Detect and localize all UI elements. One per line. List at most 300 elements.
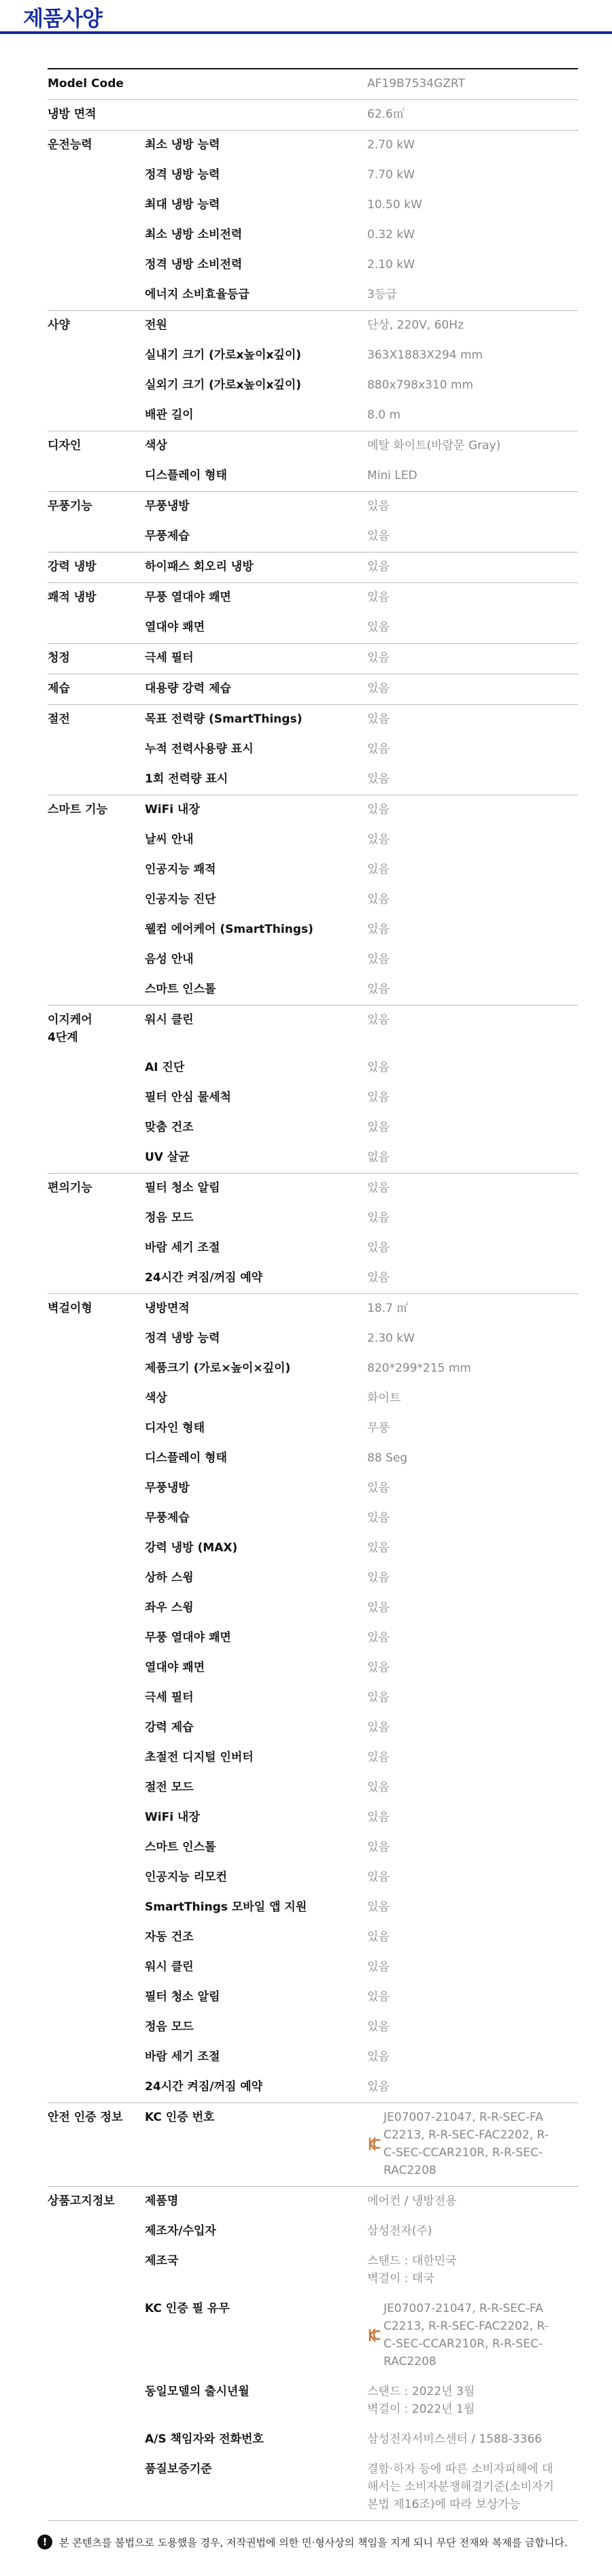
spec-category — [48, 1743, 145, 1773]
spec-category — [48, 1863, 145, 1893]
spec-value: 2.10 kW — [367, 258, 415, 271]
spec-label: 1회 전력량 표시 — [145, 772, 228, 786]
spec-row — [48, 2043, 578, 2073]
spec-value: 있음 — [367, 1541, 390, 1555]
spec-category — [48, 1414, 145, 1444]
spec-value: 있음 — [367, 1571, 390, 1585]
spec-label: 극세 필터 — [145, 644, 367, 674]
spec-label: WiFi 내장 — [145, 795, 367, 826]
spec-row — [48, 161, 578, 191]
spec-category — [48, 1474, 145, 1504]
spec-row — [48, 1174, 578, 1204]
spec-value: 있음 — [367, 1481, 390, 1495]
spec-label: 초절전 디지털 인버터 — [145, 1751, 254, 1764]
spec-category — [48, 220, 145, 250]
spec-row — [48, 674, 578, 705]
spec-label: 스마트 인스톨 — [145, 1840, 216, 1854]
spec-category: 사양 — [48, 311, 145, 342]
spec-category — [48, 2217, 145, 2247]
spec-category — [48, 2247, 145, 2294]
spec-label: 냉방면적 — [145, 1294, 367, 1325]
spec-label: SmartThings 모바일 앱 지원 — [145, 1900, 307, 1914]
spec-label: 웰컴 에어케어 (SmartThings) — [145, 923, 313, 936]
spec-category — [48, 161, 145, 191]
spec-category — [48, 191, 145, 220]
spec-value: 있음 — [367, 1271, 390, 1285]
spec-row — [48, 1143, 578, 1174]
spec-category — [48, 735, 145, 765]
spec-row — [48, 522, 578, 552]
spec-label: 좌우 스윙 — [145, 1601, 194, 1615]
spec-label: 디자인 형태 — [145, 1421, 205, 1435]
spec-value: 있음 — [367, 644, 578, 674]
spec-value: 화이트 — [367, 1391, 401, 1405]
spec-category — [48, 915, 145, 945]
spec-label: 제조자/수입자 — [145, 2224, 216, 2238]
spec-label: 워시 클린 — [145, 1006, 367, 1054]
spec-category — [48, 855, 145, 885]
spec-row — [48, 1113, 578, 1143]
spec-value: 있음 — [367, 552, 578, 583]
spec-category — [48, 461, 145, 492]
spec-category — [48, 1683, 145, 1713]
spec-label: 정격 냉방 능력 — [145, 1332, 220, 1345]
spec-row — [48, 1893, 578, 1923]
spec-row — [48, 1863, 578, 1893]
spec-label: 배관 길이 — [145, 408, 194, 422]
spec-category — [48, 1354, 145, 1384]
spec-value: 있음 — [367, 923, 390, 936]
spec-value: 있음 — [367, 1061, 390, 1074]
spec-category — [48, 2377, 145, 2425]
spec-row — [48, 1683, 578, 1713]
spec-row — [48, 1953, 578, 1983]
spec-value: 있음 — [367, 863, 390, 876]
spec-category — [48, 975, 145, 1006]
spec-value: 62.6㎡ — [367, 100, 578, 131]
spec-category — [48, 1564, 145, 1594]
spec-category — [48, 1083, 145, 1113]
spec-row — [48, 795, 578, 826]
spec-category — [48, 1234, 145, 1264]
spec-value: 있음 — [367, 1241, 390, 1255]
spec-category: 절전 — [48, 705, 145, 736]
kc-mark-icon — [367, 2136, 381, 2152]
spec-row — [48, 2013, 578, 2043]
spec-value: 있음 — [367, 1091, 390, 1104]
spec-value: 820*299*215 mm — [367, 1361, 471, 1375]
spec-category — [48, 1053, 145, 1083]
spec-category: 쾌적 냉방 — [48, 583, 145, 614]
spec-label: 정격 냉방 소비전력 — [145, 258, 243, 271]
spec-row — [48, 1594, 578, 1623]
spec-row — [48, 371, 578, 401]
spec-label — [145, 100, 367, 131]
spec-category — [48, 945, 145, 975]
spec-row — [48, 1053, 578, 1083]
spec-label: 맞춤 건조 — [145, 1121, 194, 1134]
spec-category: 벽걸이형 — [48, 1294, 145, 1325]
spec-value: 88 Seg — [367, 1451, 408, 1465]
spec-value: 있음 — [367, 833, 390, 846]
spec-value: 있음 — [367, 982, 390, 996]
spec-label: 최소 냉방 능력 — [145, 131, 367, 161]
spec-category: 강력 냉방 — [48, 552, 145, 583]
notice-text: 본 콘텐츠를 불법으로 도용했을 경우, 저작권법에 의한 민·형사상의 책임을 지게 되니 무단 전재와 복제를 금합니다. — [59, 2536, 568, 2549]
spec-category: 제습 — [48, 674, 145, 705]
spec-label: 극세 필터 — [145, 1691, 194, 1704]
spec-value — [367, 2103, 578, 2187]
spec-row — [48, 1713, 578, 1743]
spec-value: 있음 — [367, 1211, 390, 1225]
spec-category — [48, 1444, 145, 1474]
spec-category — [48, 885, 145, 915]
spec-category — [48, 2294, 145, 2377]
spec-value: 단상, 220V, 60Hz — [367, 311, 578, 342]
spec-row — [48, 735, 578, 765]
spec-category — [48, 1264, 145, 1294]
spec-row — [48, 461, 578, 492]
spec-label: 실외기 크기 (가로x높이x깊이) — [145, 378, 301, 392]
spec-row — [48, 915, 578, 945]
spec-value: 있음 — [367, 893, 390, 906]
spec-category: 편의기능 — [48, 1174, 145, 1204]
spec-label: 무풍냉방 — [145, 492, 367, 523]
spec-label: 제품크기 (가로×높이×깊이) — [145, 1361, 291, 1375]
spec-value: 있음 — [367, 1840, 390, 1854]
spec-label: 제품명 — [145, 2187, 367, 2217]
spec-value: 없음 — [367, 1151, 390, 1164]
spec-label: 무풍 열대야 쾌면 — [145, 583, 367, 614]
spec-row — [48, 431, 578, 462]
spec-category — [48, 1833, 145, 1863]
spec-category — [48, 1504, 145, 1534]
spec-row — [48, 401, 578, 431]
spec-value: 있음 — [367, 705, 578, 736]
spec-row — [48, 131, 578, 161]
spec-category — [48, 2455, 145, 2521]
spec-row — [48, 1504, 578, 1534]
spec-category — [48, 1983, 145, 2013]
spec-row — [48, 1803, 578, 1833]
spec-row — [48, 1006, 578, 1054]
spec-value: 있음 — [367, 1121, 390, 1134]
spec-value: 있음 — [367, 1691, 390, 1704]
spec-value: 있음 — [367, 492, 578, 523]
spec-label: 워시 클린 — [145, 1960, 194, 1974]
spec-label: 바람 세기 조절 — [145, 1241, 220, 1255]
spec-label: A/S 책임자와 전화번호 — [145, 2432, 264, 2446]
spec-value: 0.32 kW — [367, 228, 415, 242]
spec-label: 강력 제습 — [145, 1721, 194, 1734]
spec-category — [48, 371, 145, 401]
spec-label: 무풍제습 — [145, 529, 190, 543]
spec-row — [48, 2217, 578, 2247]
spec-row — [48, 1294, 578, 1325]
spec-value: 363X1883X294 mm — [367, 348, 483, 362]
spec-value: 삼성전자서비스센터 / 1588-3366 — [367, 2432, 542, 2446]
spec-value: 있음 — [367, 1006, 578, 1054]
spec-row — [48, 2187, 578, 2217]
spec-category — [48, 1113, 145, 1143]
kc-value — [367, 2109, 578, 2179]
spec-row — [48, 2294, 578, 2377]
spec-value: 있음 — [367, 621, 390, 634]
spec-category — [48, 250, 145, 280]
spec-row — [48, 341, 578, 371]
spec-row — [48, 311, 578, 342]
spec-value: 있음 — [367, 2020, 390, 2034]
spec-label: 상하 스윙 — [145, 1571, 194, 1585]
spec-row — [48, 2247, 578, 2294]
spec-row — [48, 885, 578, 915]
spec-category — [48, 1953, 145, 1983]
spec-value: 있음 — [367, 1631, 390, 1645]
spec-label: 24시간 켜짐/꺼짐 예약 — [145, 2080, 263, 2094]
spec-row — [48, 1444, 578, 1474]
spec-label: 정음 모드 — [145, 2020, 194, 2034]
spec-category — [48, 765, 145, 795]
spec-label: 열대야 쾌면 — [145, 1661, 205, 1674]
kc-number-text: JE07007-21047, R-R-SEC-FA C2213, R-R-SEC-FAC2202, R- C-SEC-CCAR210R, R-R-SEC- RAC2208 — [384, 2302, 549, 2368]
spec-label — [145, 69, 367, 100]
spec-category: 청정 — [48, 644, 145, 674]
spec-category — [48, 1803, 145, 1833]
spec-category — [48, 613, 145, 644]
spec-category — [48, 2013, 145, 2043]
spec-value: 결함·하자 등에 따른 소비자피해에 대 해서는 소비자분쟁해결기준(소비자기 본법 제16조)에 따라 보상가능 — [367, 2462, 554, 2511]
spec-value: 8.0 m — [367, 408, 401, 422]
spec-value: 880x798x310 mm — [367, 378, 473, 392]
spec-category: 디자인 — [48, 431, 145, 462]
spec-row — [48, 2455, 578, 2521]
spec-label: 하이패스 회오리 냉방 — [145, 552, 367, 583]
spec-label: 대용량 강력 제습 — [145, 674, 367, 705]
spec-value: 있음 — [367, 772, 390, 786]
spec-row — [48, 2377, 578, 2425]
spec-row — [48, 1384, 578, 1414]
spec-value: 3등급 — [367, 288, 397, 301]
spec-category: 안전 인증 정보 — [48, 2103, 145, 2187]
spec-label: KC 인증 필 유무 — [145, 2302, 230, 2315]
spec-value — [367, 2294, 578, 2377]
spec-category: 무풍기능 — [48, 492, 145, 523]
spec-row — [48, 1264, 578, 1294]
spec-label: 인공지능 진단 — [145, 893, 216, 906]
spec-category — [48, 1893, 145, 1923]
spec-value: 삼성전자(주) — [367, 2224, 432, 2238]
copyright-notice — [37, 2534, 568, 2549]
spec-value: 있음 — [367, 1990, 390, 2004]
spec-value: 있음 — [367, 1811, 390, 1824]
spec-label: 음성 안내 — [145, 953, 194, 966]
spec-row — [48, 2073, 578, 2103]
exclamation-icon: ! — [37, 2534, 52, 2549]
spec-row — [48, 855, 578, 885]
spec-label: 무풍제습 — [145, 1511, 190, 1525]
spec-value: 있음 — [367, 529, 390, 543]
spec-category — [48, 1623, 145, 1653]
spec-value: 있음 — [367, 1511, 390, 1525]
spec-value: 있음 — [367, 2050, 390, 2064]
spec-value: AF19B7534GZRT — [367, 77, 465, 90]
spec-label: 에너지 소비효율등급 — [145, 288, 250, 301]
spec-value: 에어컨 / 냉방전용 — [367, 2187, 578, 2217]
spec-category: Model Code — [48, 77, 124, 90]
spec-row — [48, 1083, 578, 1113]
spec-row — [48, 613, 578, 644]
spec-label: 24시간 켜짐/꺼짐 예약 — [145, 1271, 263, 1285]
spec-category — [48, 401, 145, 431]
spec-row — [48, 1983, 578, 2013]
spec-label: 열대야 쾌면 — [145, 621, 205, 634]
spec-value: 18.7 ㎡ — [367, 1294, 578, 1325]
spec-row — [48, 1623, 578, 1653]
spec-category — [48, 1384, 145, 1414]
spec-value: 있음 — [367, 795, 578, 826]
spec-category — [48, 2073, 145, 2103]
spec-value: 있음 — [367, 1930, 390, 1944]
spec-category — [48, 1143, 145, 1174]
spec-value: 있음 — [367, 1601, 390, 1615]
spec-row — [48, 1414, 578, 1444]
spec-row — [48, 945, 578, 975]
page-title: 제품사양 — [23, 7, 102, 31]
spec-category — [48, 2425, 145, 2455]
spec-label: 인공지능 쾌적 — [145, 863, 216, 876]
spec-label: UV 살균 — [145, 1151, 190, 1164]
spec-value: 있음 — [367, 953, 390, 966]
spec-row — [48, 1564, 578, 1594]
spec-row — [48, 705, 578, 736]
spec-row — [48, 2103, 578, 2187]
spec-row — [48, 644, 578, 674]
spec-value: 메탈 화이트(바람문 Gray) — [367, 431, 578, 462]
spec-row — [48, 1354, 578, 1384]
spec-category — [48, 341, 145, 371]
spec-label: 제조국 — [145, 2254, 179, 2268]
spec-label: 최대 냉방 능력 — [145, 198, 220, 212]
spec-row — [48, 1204, 578, 1234]
spec-value: Mini LED — [367, 469, 418, 482]
spec-label: 스마트 인스톨 — [145, 982, 216, 996]
spec-category — [48, 1773, 145, 1803]
spec-value: 있음 — [367, 583, 578, 614]
spec-row — [48, 492, 578, 523]
spec-label: WiFi 내장 — [145, 1811, 200, 1824]
kc-number-text: JE07007-21047, R-R-SEC-FA C2213, R-R-SEC-FAC2202, R- C-SEC-CCAR210R, R-R-SEC- RAC2208 — [384, 2111, 549, 2177]
kc-mark-icon — [367, 2327, 381, 2343]
spec-value: 있음 — [367, 1870, 390, 1884]
spec-row — [48, 1653, 578, 1683]
spec-label: 색상 — [145, 1391, 167, 1405]
spec-label: 자동 건조 — [145, 1930, 194, 1944]
spec-row — [48, 69, 578, 100]
spec-label: 디스플레이 형태 — [145, 469, 227, 482]
spec-value: 있음 — [367, 1721, 390, 1734]
spec-row — [48, 1923, 578, 1953]
spec-category — [48, 2043, 145, 2073]
spec-value: 있음 — [367, 1661, 390, 1674]
spec-category — [48, 1923, 145, 1953]
spec-row — [48, 583, 578, 614]
spec-category — [48, 1324, 145, 1354]
spec-row — [48, 220, 578, 250]
spec-category — [48, 1534, 145, 1564]
spec-category — [48, 1713, 145, 1743]
spec-value: 2.30 kW — [367, 1332, 415, 1345]
spec-category — [48, 825, 145, 855]
spec-value: 7.70 kW — [367, 168, 415, 182]
spec-category — [48, 1653, 145, 1683]
spec-category: 이지케어 4단계 — [48, 1006, 145, 1054]
spec-value: 있음 — [367, 1960, 390, 1974]
spec-label: 목표 전력량 (SmartThings) — [145, 705, 367, 736]
spec-row — [48, 1534, 578, 1564]
spec-label: 정격 냉방 능력 — [145, 168, 220, 182]
spec-row — [48, 825, 578, 855]
spec-row — [48, 765, 578, 795]
spec-value: 있음 — [367, 1751, 390, 1764]
spec-row — [48, 191, 578, 220]
spec-label: 색상 — [145, 431, 367, 462]
spec-label: 필터 청소 알림 — [145, 1174, 367, 1204]
spec-label: 정음 모드 — [145, 1211, 194, 1225]
spec-value: 있음 — [367, 742, 390, 756]
spec-row — [48, 280, 578, 311]
spec-category: 운전능력 — [48, 131, 145, 161]
spec-category: 냉방 면적 — [48, 100, 145, 131]
spec-label: 최소 냉방 소비전력 — [145, 228, 243, 242]
spec-category — [48, 522, 145, 552]
spec-category — [48, 1594, 145, 1623]
spec-label: 강력 냉방 (MAX) — [145, 1541, 238, 1555]
spec-value: 10.50 kW — [367, 198, 422, 212]
spec-row — [48, 250, 578, 280]
spec-value: 스탠드 : 2022년 3월 벽걸이 : 2022년 1월 — [367, 2385, 475, 2416]
spec-label: 무풍냉방 — [145, 1481, 190, 1495]
spec-label: 품질보증기준 — [145, 2462, 212, 2476]
spec-row — [48, 1743, 578, 1773]
spec-row — [48, 1474, 578, 1504]
spec-label: 누적 전력사용량 표시 — [145, 742, 254, 756]
spec-label: 디스플레이 형태 — [145, 1451, 227, 1465]
spec-label: KC 인증 번호 — [145, 2103, 367, 2187]
spec-row — [48, 975, 578, 1006]
spec-value: 있음 — [367, 674, 578, 705]
spec-value: 있음 — [367, 1900, 390, 1914]
spec-row — [48, 1324, 578, 1354]
spec-row — [48, 1773, 578, 1803]
kc-value — [367, 2300, 578, 2371]
spec-table — [48, 68, 578, 2521]
spec-value: 무풍 — [367, 1421, 390, 1435]
spec-value: 스탠드 : 대한민국 벽걸이 : 태국 — [367, 2254, 457, 2285]
spec-label: 동일모델의 출시년월 — [145, 2385, 250, 2398]
spec-category: 스마트 기능 — [48, 795, 145, 826]
spec-value: 2.70 kW — [367, 131, 578, 161]
spec-label: 실내기 크기 (가로x높이x깊이) — [145, 348, 301, 362]
spec-label: AI 진단 — [145, 1061, 185, 1074]
spec-row — [48, 1833, 578, 1863]
spec-row — [48, 2425, 578, 2455]
title-divider — [0, 31, 612, 34]
spec-value: 있음 — [367, 2080, 390, 2094]
spec-label: 날씨 안내 — [145, 833, 194, 846]
spec-category — [48, 280, 145, 311]
spec-label: 바람 세기 조절 — [145, 2050, 220, 2064]
spec-label: 무풍 열대야 쾌면 — [145, 1631, 231, 1645]
